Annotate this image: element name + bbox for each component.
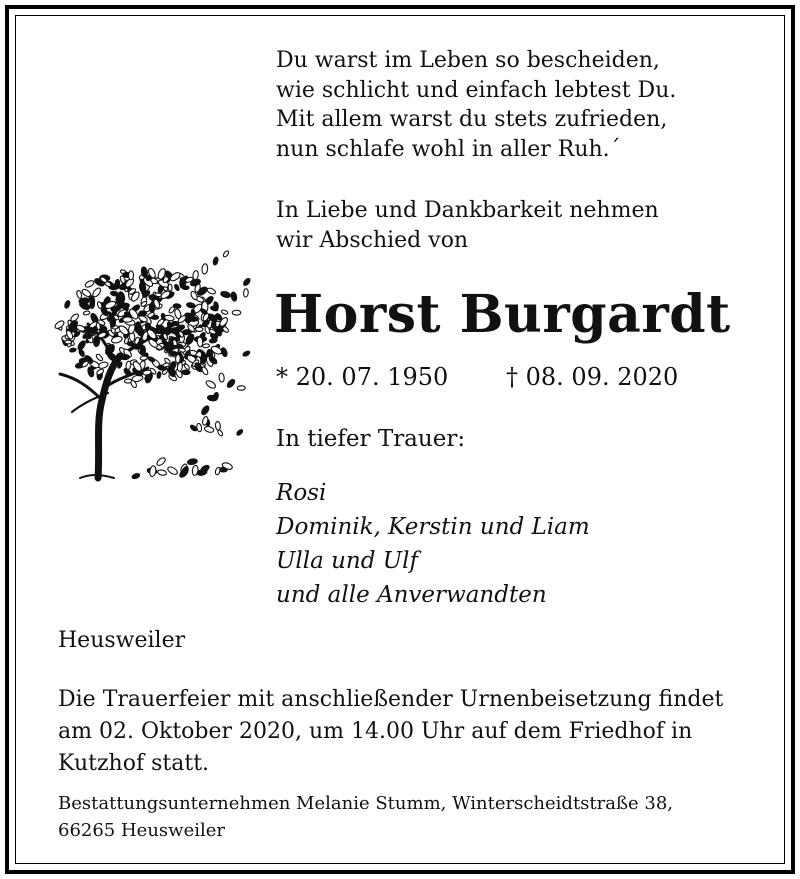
tree-leaves [54,250,251,480]
poem-line: wie schlicht und einfach lebtest Du. [276,77,677,103]
intro-line: In Liebe und Dankbarkeit nehmen [276,198,659,223]
poem-line: Mit allem warst du stets zufrieden, [276,107,668,132]
farewell-intro [276,196,659,255]
poem [276,46,676,164]
funeral-notice [58,684,723,780]
poem-line: Du warst im Leben so bescheiden, [276,48,660,73]
deceased-name: Horst Burgardt [274,284,731,345]
intro-line: wir Abschied von [276,227,469,253]
undertaker-line: 66265 Heusweiler [58,820,225,841]
mourners-list [276,476,590,612]
funeral-line: Die Trauerfeier mit anschließender Urnenbeisetzung findet [58,687,724,712]
mourner-name: Ulla und Ulf [276,548,419,574]
poem-line: nun schlafe wohl in aller Ruh.´ [276,136,621,162]
death-date: † 08. 09. 2020 [506,363,679,391]
mourner-name: und alle Anverwandten [276,582,547,608]
mourning-heading: In tiefer Trauer: [276,426,466,452]
mourner-name: Rosi [276,480,327,506]
location: Heusweiler [58,628,186,653]
undertaker-line: Bestattungsunternehmen Melanie Stumm, Winterscheidtstraße 38, [58,793,674,814]
mourner-name: Dominik, Kerstin und Liam [276,514,590,540]
windblown-tree-icon [38,228,258,490]
funeral-line: Kutzhof statt. [58,751,210,776]
birth-date: * 20. 07. 1950 [276,363,449,391]
undertaker-info [58,790,673,844]
funeral-line: am 02. Oktober 2020, um 14.00 Uhr auf dem Friedhof in [58,719,693,744]
